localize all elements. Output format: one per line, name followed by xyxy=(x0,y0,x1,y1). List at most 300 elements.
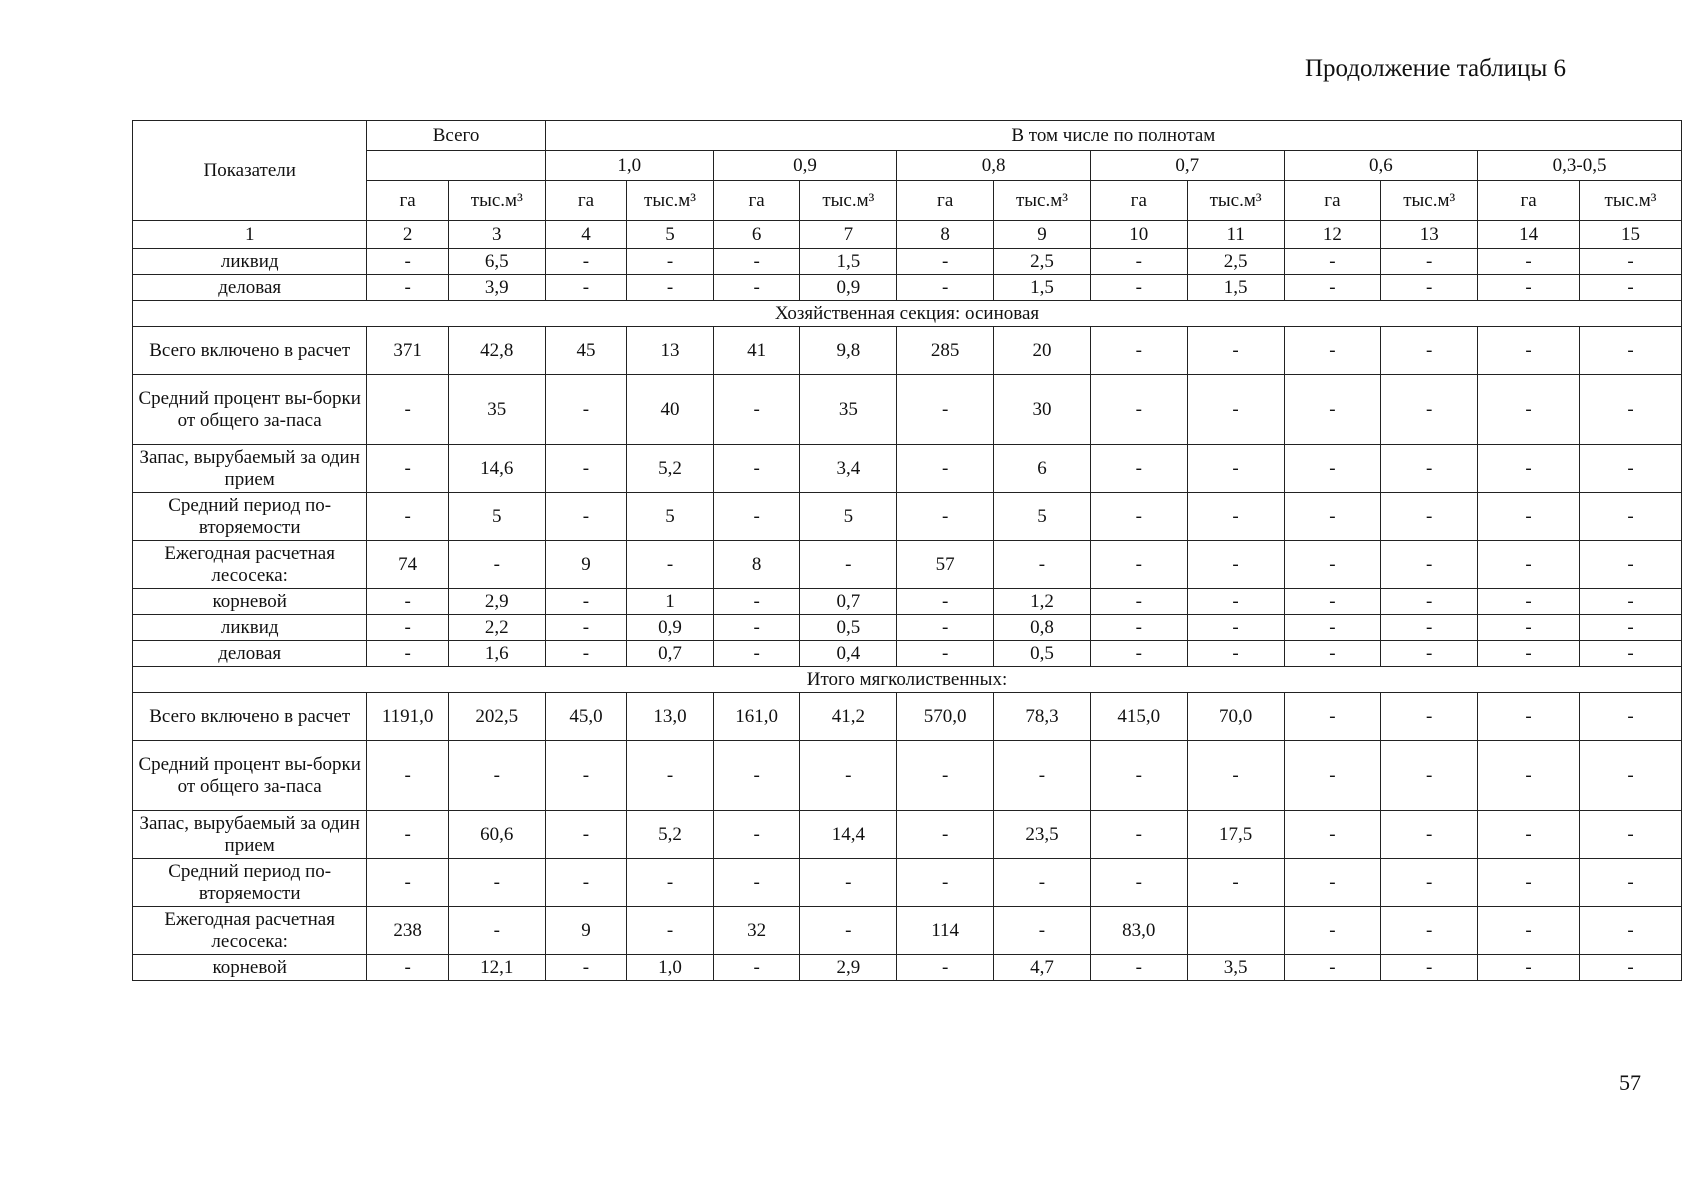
cell-value: - xyxy=(1381,589,1478,615)
row-label: Запас, вырубаемый за один прием xyxy=(133,811,367,859)
row-label: Ежегодная расчетная лесосека: xyxy=(133,541,367,589)
cell-value: - xyxy=(1284,327,1381,375)
cell-value: - xyxy=(367,493,449,541)
cell-value: - xyxy=(897,445,994,493)
cell-value: 30 xyxy=(994,375,1091,445)
cell-value: 5 xyxy=(448,493,545,541)
cell-value: 0,8 xyxy=(994,615,1091,641)
cell-value: - xyxy=(367,811,449,859)
table-row xyxy=(133,955,1682,981)
table-row xyxy=(133,375,1682,445)
cell-value: - xyxy=(1478,375,1580,445)
cell-value: - xyxy=(1090,859,1187,907)
cell-value: - xyxy=(367,249,449,275)
cell-value: - xyxy=(1187,615,1284,641)
table-row xyxy=(133,541,1682,589)
cell-value: 0,7 xyxy=(627,641,714,667)
cell-value: - xyxy=(1478,955,1580,981)
cell-value: - xyxy=(448,541,545,589)
cell-value: - xyxy=(367,741,449,811)
column-number: 9 xyxy=(994,221,1091,249)
cell-value: - xyxy=(545,741,627,811)
header-group: 0,3-0,5 xyxy=(1478,151,1682,181)
cell-value: - xyxy=(1381,541,1478,589)
cell-value: 14,6 xyxy=(448,445,545,493)
cell-value: - xyxy=(1090,275,1187,301)
cell-value: - xyxy=(713,955,800,981)
cell-value: - xyxy=(1478,327,1580,375)
table-row xyxy=(133,275,1682,301)
cell-value: - xyxy=(545,375,627,445)
cell-value: - xyxy=(1478,589,1580,615)
header-unit-ha: га xyxy=(545,181,627,221)
header-unit-ha: га xyxy=(897,181,994,221)
cell-value: - xyxy=(448,859,545,907)
cell-value: - xyxy=(1284,275,1381,301)
table-row xyxy=(133,641,1682,667)
cell-value: - xyxy=(1284,493,1381,541)
header-group: 0,6 xyxy=(1284,151,1478,181)
cell-value: 83,0 xyxy=(1090,907,1187,955)
cell-value: - xyxy=(1381,859,1478,907)
cell-value: - xyxy=(367,615,449,641)
row-label: деловая xyxy=(133,641,367,667)
cell-value: - xyxy=(1381,249,1478,275)
cell-value: 13 xyxy=(627,327,714,375)
cell-value: - xyxy=(1284,375,1381,445)
cell-value: - xyxy=(1381,275,1478,301)
cell-value: - xyxy=(1187,541,1284,589)
cell-value: - xyxy=(1478,693,1580,741)
header-unit-ha: га xyxy=(1090,181,1187,221)
cell-value: 42,8 xyxy=(448,327,545,375)
cell-value: 45,0 xyxy=(545,693,627,741)
section-title: Итого мягколиственных: xyxy=(133,667,1682,693)
cell-value: - xyxy=(545,275,627,301)
cell-value: - xyxy=(1580,741,1682,811)
cell-value: - xyxy=(545,641,627,667)
cell-value: - xyxy=(1187,589,1284,615)
cell-value: - xyxy=(1284,615,1381,641)
cell-value: - xyxy=(1381,811,1478,859)
cell-value: - xyxy=(1381,641,1478,667)
cell-value: 6 xyxy=(994,445,1091,493)
cell-value: - xyxy=(713,445,800,493)
cell-value: - xyxy=(1478,445,1580,493)
cell-value: - xyxy=(713,859,800,907)
header-including: В том числе по полнотам xyxy=(545,121,1681,151)
header-total-spacer xyxy=(367,151,545,181)
cell-value: 4,7 xyxy=(994,955,1091,981)
header-indicators: Показатели xyxy=(133,121,367,221)
cell-value: - xyxy=(713,249,800,275)
column-number: 1 xyxy=(133,221,367,249)
cell-value: - xyxy=(713,375,800,445)
table-row xyxy=(133,811,1682,859)
cell-value: 1191,0 xyxy=(367,693,449,741)
header-unit-m3: тыс.м³ xyxy=(1381,181,1478,221)
cell-value: - xyxy=(1580,375,1682,445)
row-label: Средний процент вы-борки от общего за-паса xyxy=(133,741,367,811)
cell-value: 1,5 xyxy=(994,275,1091,301)
row-label: Средний период по-вторяемости xyxy=(133,493,367,541)
cell-value: - xyxy=(1580,693,1682,741)
cell-value: - xyxy=(1478,493,1580,541)
cell-value: - xyxy=(1284,859,1381,907)
cell-value: 3,9 xyxy=(448,275,545,301)
cell-value: - xyxy=(545,615,627,641)
cell-value: 41 xyxy=(713,327,800,375)
cell-value: 32 xyxy=(713,907,800,955)
cell-value: 2,9 xyxy=(800,955,897,981)
column-number: 3 xyxy=(448,221,545,249)
cell-value: - xyxy=(800,541,897,589)
cell-value: 1,5 xyxy=(1187,275,1284,301)
cell-value: - xyxy=(448,907,545,955)
row-label: ликвид xyxy=(133,615,367,641)
cell-value: - xyxy=(1580,249,1682,275)
cell-value: 9,8 xyxy=(800,327,897,375)
cell-value: - xyxy=(897,615,994,641)
cell-value: - xyxy=(627,907,714,955)
cell-value: - xyxy=(1381,741,1478,811)
cell-value: 35 xyxy=(448,375,545,445)
cell-value: - xyxy=(713,493,800,541)
cell-value: - xyxy=(1284,641,1381,667)
cell-value: 8 xyxy=(713,541,800,589)
cell-value: - xyxy=(897,641,994,667)
cell-value: - xyxy=(1284,589,1381,615)
cell-value: - xyxy=(897,811,994,859)
cell-value: - xyxy=(1284,955,1381,981)
cell-value: 9 xyxy=(545,541,627,589)
cell-value: - xyxy=(1381,615,1478,641)
cell-value: - xyxy=(897,589,994,615)
column-number: 4 xyxy=(545,221,627,249)
cell-value: 45 xyxy=(545,327,627,375)
cell-value: 5,2 xyxy=(627,811,714,859)
cell-value: 35 xyxy=(800,375,897,445)
cell-value: - xyxy=(994,741,1091,811)
cell-value: - xyxy=(1187,641,1284,667)
section-row xyxy=(133,667,1682,693)
cell-value: - xyxy=(1090,589,1187,615)
header-group: 0,8 xyxy=(897,151,1091,181)
cell-value: 1,6 xyxy=(448,641,545,667)
cell-value: - xyxy=(627,541,714,589)
row-label: корневой xyxy=(133,955,367,981)
cell-value: 0,9 xyxy=(627,615,714,641)
cell-value: 5 xyxy=(627,493,714,541)
cell-value: - xyxy=(1381,907,1478,955)
cell-value: 13,0 xyxy=(627,693,714,741)
row-label: Ежегодная расчетная лесосека: xyxy=(133,907,367,955)
forest-table xyxy=(132,120,1682,981)
cell-value: - xyxy=(1580,955,1682,981)
cell-value: - xyxy=(713,641,800,667)
cell-value: 570,0 xyxy=(897,693,994,741)
cell-value: - xyxy=(1284,741,1381,811)
cell-value: - xyxy=(545,249,627,275)
header-unit-m3: тыс.м³ xyxy=(800,181,897,221)
cell-value: 1,2 xyxy=(994,589,1091,615)
row-label: Всего включено в расчет xyxy=(133,693,367,741)
cell-value: - xyxy=(1580,641,1682,667)
section-row xyxy=(133,301,1682,327)
cell-value: - xyxy=(1090,641,1187,667)
cell-value: 78,3 xyxy=(994,693,1091,741)
cell-value: - xyxy=(1478,275,1580,301)
cell-value: 41,2 xyxy=(800,693,897,741)
header-unit-m3: тыс.м³ xyxy=(1580,181,1682,221)
cell-value: 60,6 xyxy=(448,811,545,859)
cell-value: 74 xyxy=(367,541,449,589)
cell-value: - xyxy=(1478,741,1580,811)
section-title: Хозяйственная секция: осиновая xyxy=(133,301,1682,327)
cell-value: - xyxy=(1580,907,1682,955)
cell-value: - xyxy=(713,741,800,811)
header-total: Всего xyxy=(367,121,545,151)
cell-value: - xyxy=(1478,811,1580,859)
cell-value: - xyxy=(545,445,627,493)
cell-value: - xyxy=(367,275,449,301)
cell-value: - xyxy=(1381,327,1478,375)
cell-value: - xyxy=(1090,493,1187,541)
cell-value: - xyxy=(1381,493,1478,541)
row-label: Запас, вырубаемый за один прием xyxy=(133,445,367,493)
table-row xyxy=(133,327,1682,375)
table-row xyxy=(133,615,1682,641)
cell-value: - xyxy=(1090,955,1187,981)
cell-value: - xyxy=(1478,541,1580,589)
cell-value: - xyxy=(627,249,714,275)
header-unit-ha: га xyxy=(1284,181,1381,221)
cell-value: - xyxy=(897,859,994,907)
cell-value: 5 xyxy=(800,493,897,541)
header-unit-ha: га xyxy=(367,181,449,221)
cell-value: 371 xyxy=(367,327,449,375)
cell-value: - xyxy=(545,493,627,541)
cell-value: - xyxy=(1187,445,1284,493)
cell-value: - xyxy=(545,589,627,615)
cell-value: - xyxy=(1580,327,1682,375)
cell-value: - xyxy=(713,811,800,859)
table-row xyxy=(133,493,1682,541)
header-group: 1,0 xyxy=(545,151,713,181)
cell-value: - xyxy=(1478,641,1580,667)
column-number: 5 xyxy=(627,221,714,249)
cell-value: 0,7 xyxy=(800,589,897,615)
cell-value: - xyxy=(1090,375,1187,445)
cell-value: 20 xyxy=(994,327,1091,375)
cell-value: 5 xyxy=(994,493,1091,541)
cell-value: 14,4 xyxy=(800,811,897,859)
cell-value: - xyxy=(800,741,897,811)
cell-value: 57 xyxy=(897,541,994,589)
cell-value: - xyxy=(713,615,800,641)
cell-value: 23,5 xyxy=(994,811,1091,859)
cell-value: - xyxy=(1284,445,1381,493)
column-number: 2 xyxy=(367,221,449,249)
cell-value: 114 xyxy=(897,907,994,955)
row-label: Средний период по-вторяемости xyxy=(133,859,367,907)
cell-value: 0,5 xyxy=(994,641,1091,667)
cell-value: 9 xyxy=(545,907,627,955)
cell-value: - xyxy=(1478,249,1580,275)
cell-value: - xyxy=(1284,693,1381,741)
column-number: 6 xyxy=(713,221,800,249)
cell-value: - xyxy=(897,375,994,445)
cell-value: 0,5 xyxy=(800,615,897,641)
cell-value: - xyxy=(1187,375,1284,445)
cell-value: - xyxy=(1580,859,1682,907)
column-number: 13 xyxy=(1381,221,1478,249)
header-group: 0,9 xyxy=(713,151,896,181)
cell-value: - xyxy=(897,275,994,301)
cell-value: - xyxy=(1478,907,1580,955)
cell-value: - xyxy=(448,741,545,811)
cell-value: - xyxy=(1284,541,1381,589)
cell-value: - xyxy=(627,741,714,811)
cell-value: - xyxy=(897,741,994,811)
cell-value: - xyxy=(1090,327,1187,375)
column-number: 12 xyxy=(1284,221,1381,249)
cell-value: 0,4 xyxy=(800,641,897,667)
cell-value: - xyxy=(1090,811,1187,859)
cell-value: - xyxy=(367,445,449,493)
cell-value: - xyxy=(800,859,897,907)
cell-value: - xyxy=(1284,811,1381,859)
cell-value: - xyxy=(1187,327,1284,375)
cell-value: 238 xyxy=(367,907,449,955)
cell-value: - xyxy=(1580,811,1682,859)
column-number: 11 xyxy=(1187,221,1284,249)
cell-value: - xyxy=(627,859,714,907)
cell-value: 40 xyxy=(627,375,714,445)
cell-value: - xyxy=(1187,859,1284,907)
column-number: 14 xyxy=(1478,221,1580,249)
cell-value: - xyxy=(1580,445,1682,493)
cell-value: 2,5 xyxy=(1187,249,1284,275)
cell-value: - xyxy=(1090,615,1187,641)
cell-value: - xyxy=(897,249,994,275)
cell-value: - xyxy=(1580,589,1682,615)
row-label: Всего включено в расчет xyxy=(133,327,367,375)
column-number: 7 xyxy=(800,221,897,249)
cell-value: - xyxy=(1381,955,1478,981)
cell-value: - xyxy=(1090,541,1187,589)
cell-value: 1 xyxy=(627,589,714,615)
cell-value: - xyxy=(545,955,627,981)
table-row xyxy=(133,445,1682,493)
cell-value: 415,0 xyxy=(1090,693,1187,741)
cell-value: - xyxy=(994,859,1091,907)
cell-value: 0,9 xyxy=(800,275,897,301)
header-unit-m3: тыс.м³ xyxy=(1187,181,1284,221)
header-unit-m3: тыс.м³ xyxy=(994,181,1091,221)
cell-value: - xyxy=(994,541,1091,589)
cell-value: 17,5 xyxy=(1187,811,1284,859)
cell-value: 2,5 xyxy=(994,249,1091,275)
row-label: корневой xyxy=(133,589,367,615)
table-row xyxy=(133,589,1682,615)
cell-value: - xyxy=(367,641,449,667)
cell-value: - xyxy=(1090,741,1187,811)
table-row xyxy=(133,741,1682,811)
cell-value: - xyxy=(1580,541,1682,589)
cell-value: - xyxy=(545,811,627,859)
row-label: деловая xyxy=(133,275,367,301)
cell-value: - xyxy=(1580,493,1682,541)
cell-value: 12,1 xyxy=(448,955,545,981)
header-unit-m3: тыс.м³ xyxy=(627,181,714,221)
cell-value xyxy=(1187,907,1284,955)
header-unit-ha: га xyxy=(713,181,800,221)
cell-value: - xyxy=(367,589,449,615)
cell-value: - xyxy=(1478,615,1580,641)
cell-value: - xyxy=(367,955,449,981)
cell-value: - xyxy=(367,859,449,907)
cell-value: 5,2 xyxy=(627,445,714,493)
cell-value: - xyxy=(994,907,1091,955)
row-label: ликвид xyxy=(133,249,367,275)
table-row xyxy=(133,907,1682,955)
cell-value: 161,0 xyxy=(713,693,800,741)
cell-value: - xyxy=(545,859,627,907)
table-caption: Продолжение таблицы 6 xyxy=(1304,55,1566,82)
cell-value: - xyxy=(1090,249,1187,275)
cell-value: 1,5 xyxy=(800,249,897,275)
cell-value: 6,5 xyxy=(448,249,545,275)
cell-value: - xyxy=(713,275,800,301)
cell-value: - xyxy=(1580,275,1682,301)
cell-value: - xyxy=(713,589,800,615)
row-label: Средний процент вы-борки от общего за-паса xyxy=(133,375,367,445)
cell-value: 70,0 xyxy=(1187,693,1284,741)
cell-value: - xyxy=(1381,375,1478,445)
cell-value: - xyxy=(1580,615,1682,641)
cell-value: 285 xyxy=(897,327,994,375)
cell-value: 3,5 xyxy=(1187,955,1284,981)
cell-value: - xyxy=(367,375,449,445)
table-row xyxy=(133,859,1682,907)
cell-value: - xyxy=(1381,693,1478,741)
cell-value: - xyxy=(1478,859,1580,907)
cell-value: - xyxy=(800,907,897,955)
cell-value: - xyxy=(1187,493,1284,541)
cell-value: - xyxy=(1284,907,1381,955)
column-number: 15 xyxy=(1580,221,1682,249)
cell-value: 2,2 xyxy=(448,615,545,641)
cell-value: - xyxy=(1284,249,1381,275)
cell-value: - xyxy=(897,955,994,981)
cell-value: - xyxy=(1187,741,1284,811)
cell-value: 202,5 xyxy=(448,693,545,741)
table-row xyxy=(133,693,1682,741)
cell-value: - xyxy=(1381,445,1478,493)
cell-value: 1,0 xyxy=(627,955,714,981)
column-number: 8 xyxy=(897,221,994,249)
header-unit-ha: га xyxy=(1478,181,1580,221)
cell-value: 3,4 xyxy=(800,445,897,493)
column-number: 10 xyxy=(1090,221,1187,249)
header-unit-m3: тыс.м³ xyxy=(448,181,545,221)
cell-value: - xyxy=(627,275,714,301)
cell-value: 2,9 xyxy=(448,589,545,615)
cell-value: - xyxy=(897,493,994,541)
header-group: 0,7 xyxy=(1090,151,1284,181)
table-row xyxy=(133,249,1682,275)
